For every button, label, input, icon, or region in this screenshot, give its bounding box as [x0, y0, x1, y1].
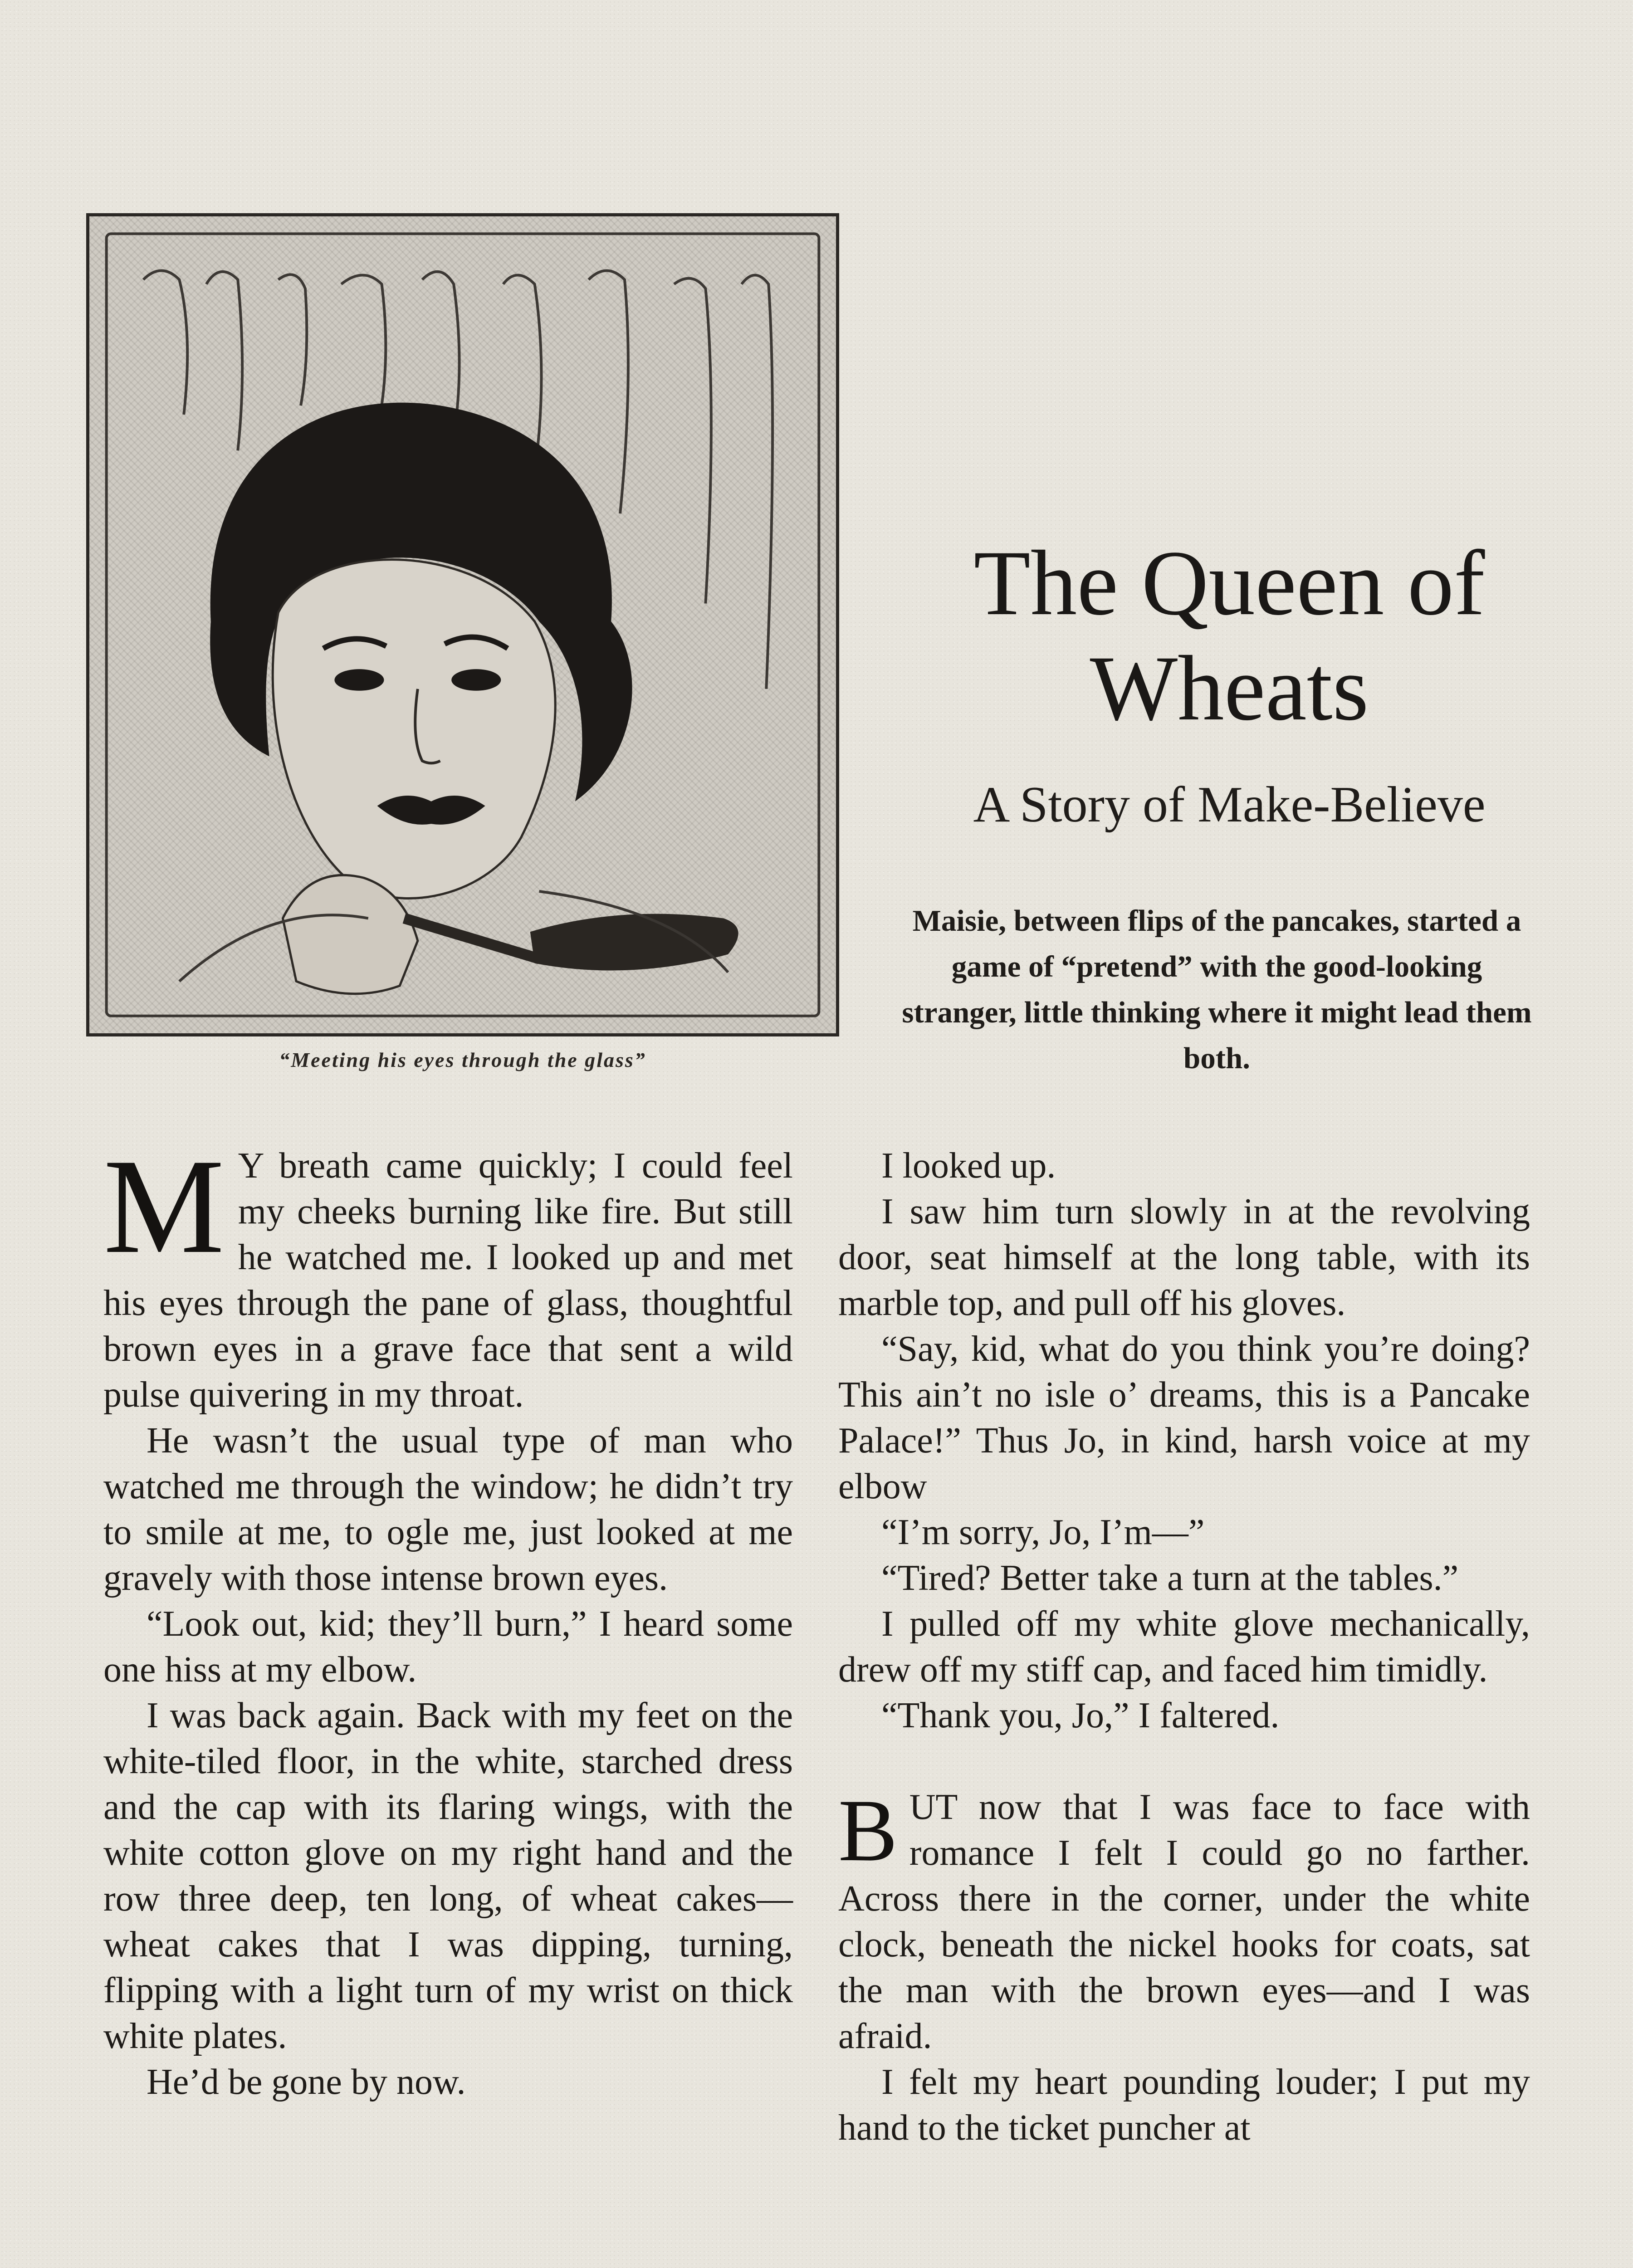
woman-at-window-drawing [89, 216, 836, 1033]
paragraph [838, 1781, 1530, 2059]
illustration-caption: “Meeting his eyes through the glass” [279, 1048, 646, 1071]
section-break [838, 1739, 1530, 1784]
drop-cap: M [103, 1131, 225, 1281]
paragraph: I felt my heart pounding louder; I put my hand to the ticket puncher at [838, 2062, 1530, 2148]
paragraph: “Look out, kid; they’ll burn,” I heard some one hiss at my elbow. [103, 1604, 793, 1690]
paragraph: He wasn’t the usual type of man who watched me through the window; he didn’t try to smile at me, to ogle me, just looked at me gravely with those intense brown eyes. [103, 1421, 793, 1598]
paragraph: “I’m sorry, Jo, I’m—” [881, 1512, 1205, 1552]
paragraph: I was back again. Back with my feet on the white-tiled floor, in the white, starched dress and the cap with its flaring wings, with the white cotton glove on my right hand and the row three deep, ten long, of wheat cakes—wheat cakes that I was dipping, turning, flipping with a light turn of my wrist on thick white plates. [103, 1696, 793, 2056]
story-blurb: Maisie, between flips of the pancakes, started a game of “pretend” with the good-looking stranger, little thinking where it might lead them both. [902, 904, 1532, 1075]
title-line-2: Wheats [1090, 637, 1369, 740]
title-line-1: The Queen of [973, 532, 1485, 635]
paragraph [103, 1131, 793, 1418]
paragraph-text: Y breath came quickly; I could feel my cheeks burning like fire. But still he watched me. I looked up and met his eyes through the pane of glass, thoughtful brown eyes in a grave face that sent a wild pulse quivering in my throat. [103, 1146, 793, 1415]
paragraph: “Say, kid, what do you think you’re doing? This ain’t no isle o’ dreams, this is a Pancake Palace!” Thus Jo, in kind, harsh voice at my elbow [838, 1329, 1530, 1506]
paragraph: I saw him turn slowly in at the revolving door, seat himself at the long table, with its marble top, and pull off his gloves. [838, 1192, 1530, 1323]
paragraph: He’d be gone by now. [147, 2062, 466, 2102]
right-text-column [838, 1143, 1530, 2151]
paragraph-text: UT now that I was face to face with romance I felt I could go no farther. Across there in the corner, under the white clock, beneath the nickel hooks for coats, sat the man with the brown eyes—and I was afraid. [838, 1787, 1530, 2056]
paragraph: “Thank you, Jo,” I faltered. [881, 1696, 1280, 1735]
left-text-column [103, 1131, 793, 2105]
story-title [889, 531, 1569, 741]
drop-cap: B [838, 1781, 898, 1880]
paragraph: I looked up. [881, 1146, 1056, 1186]
paragraph: I pulled off my white glove mechanically, drew off my stiff cap, and faced him timidly. [838, 1604, 1530, 1690]
story-subtitle: A Story of Make-Believe [973, 777, 1486, 833]
paragraph: “Tired? Better take a turn at the tables.” [881, 1558, 1459, 1598]
story-illustration [86, 213, 839, 1036]
